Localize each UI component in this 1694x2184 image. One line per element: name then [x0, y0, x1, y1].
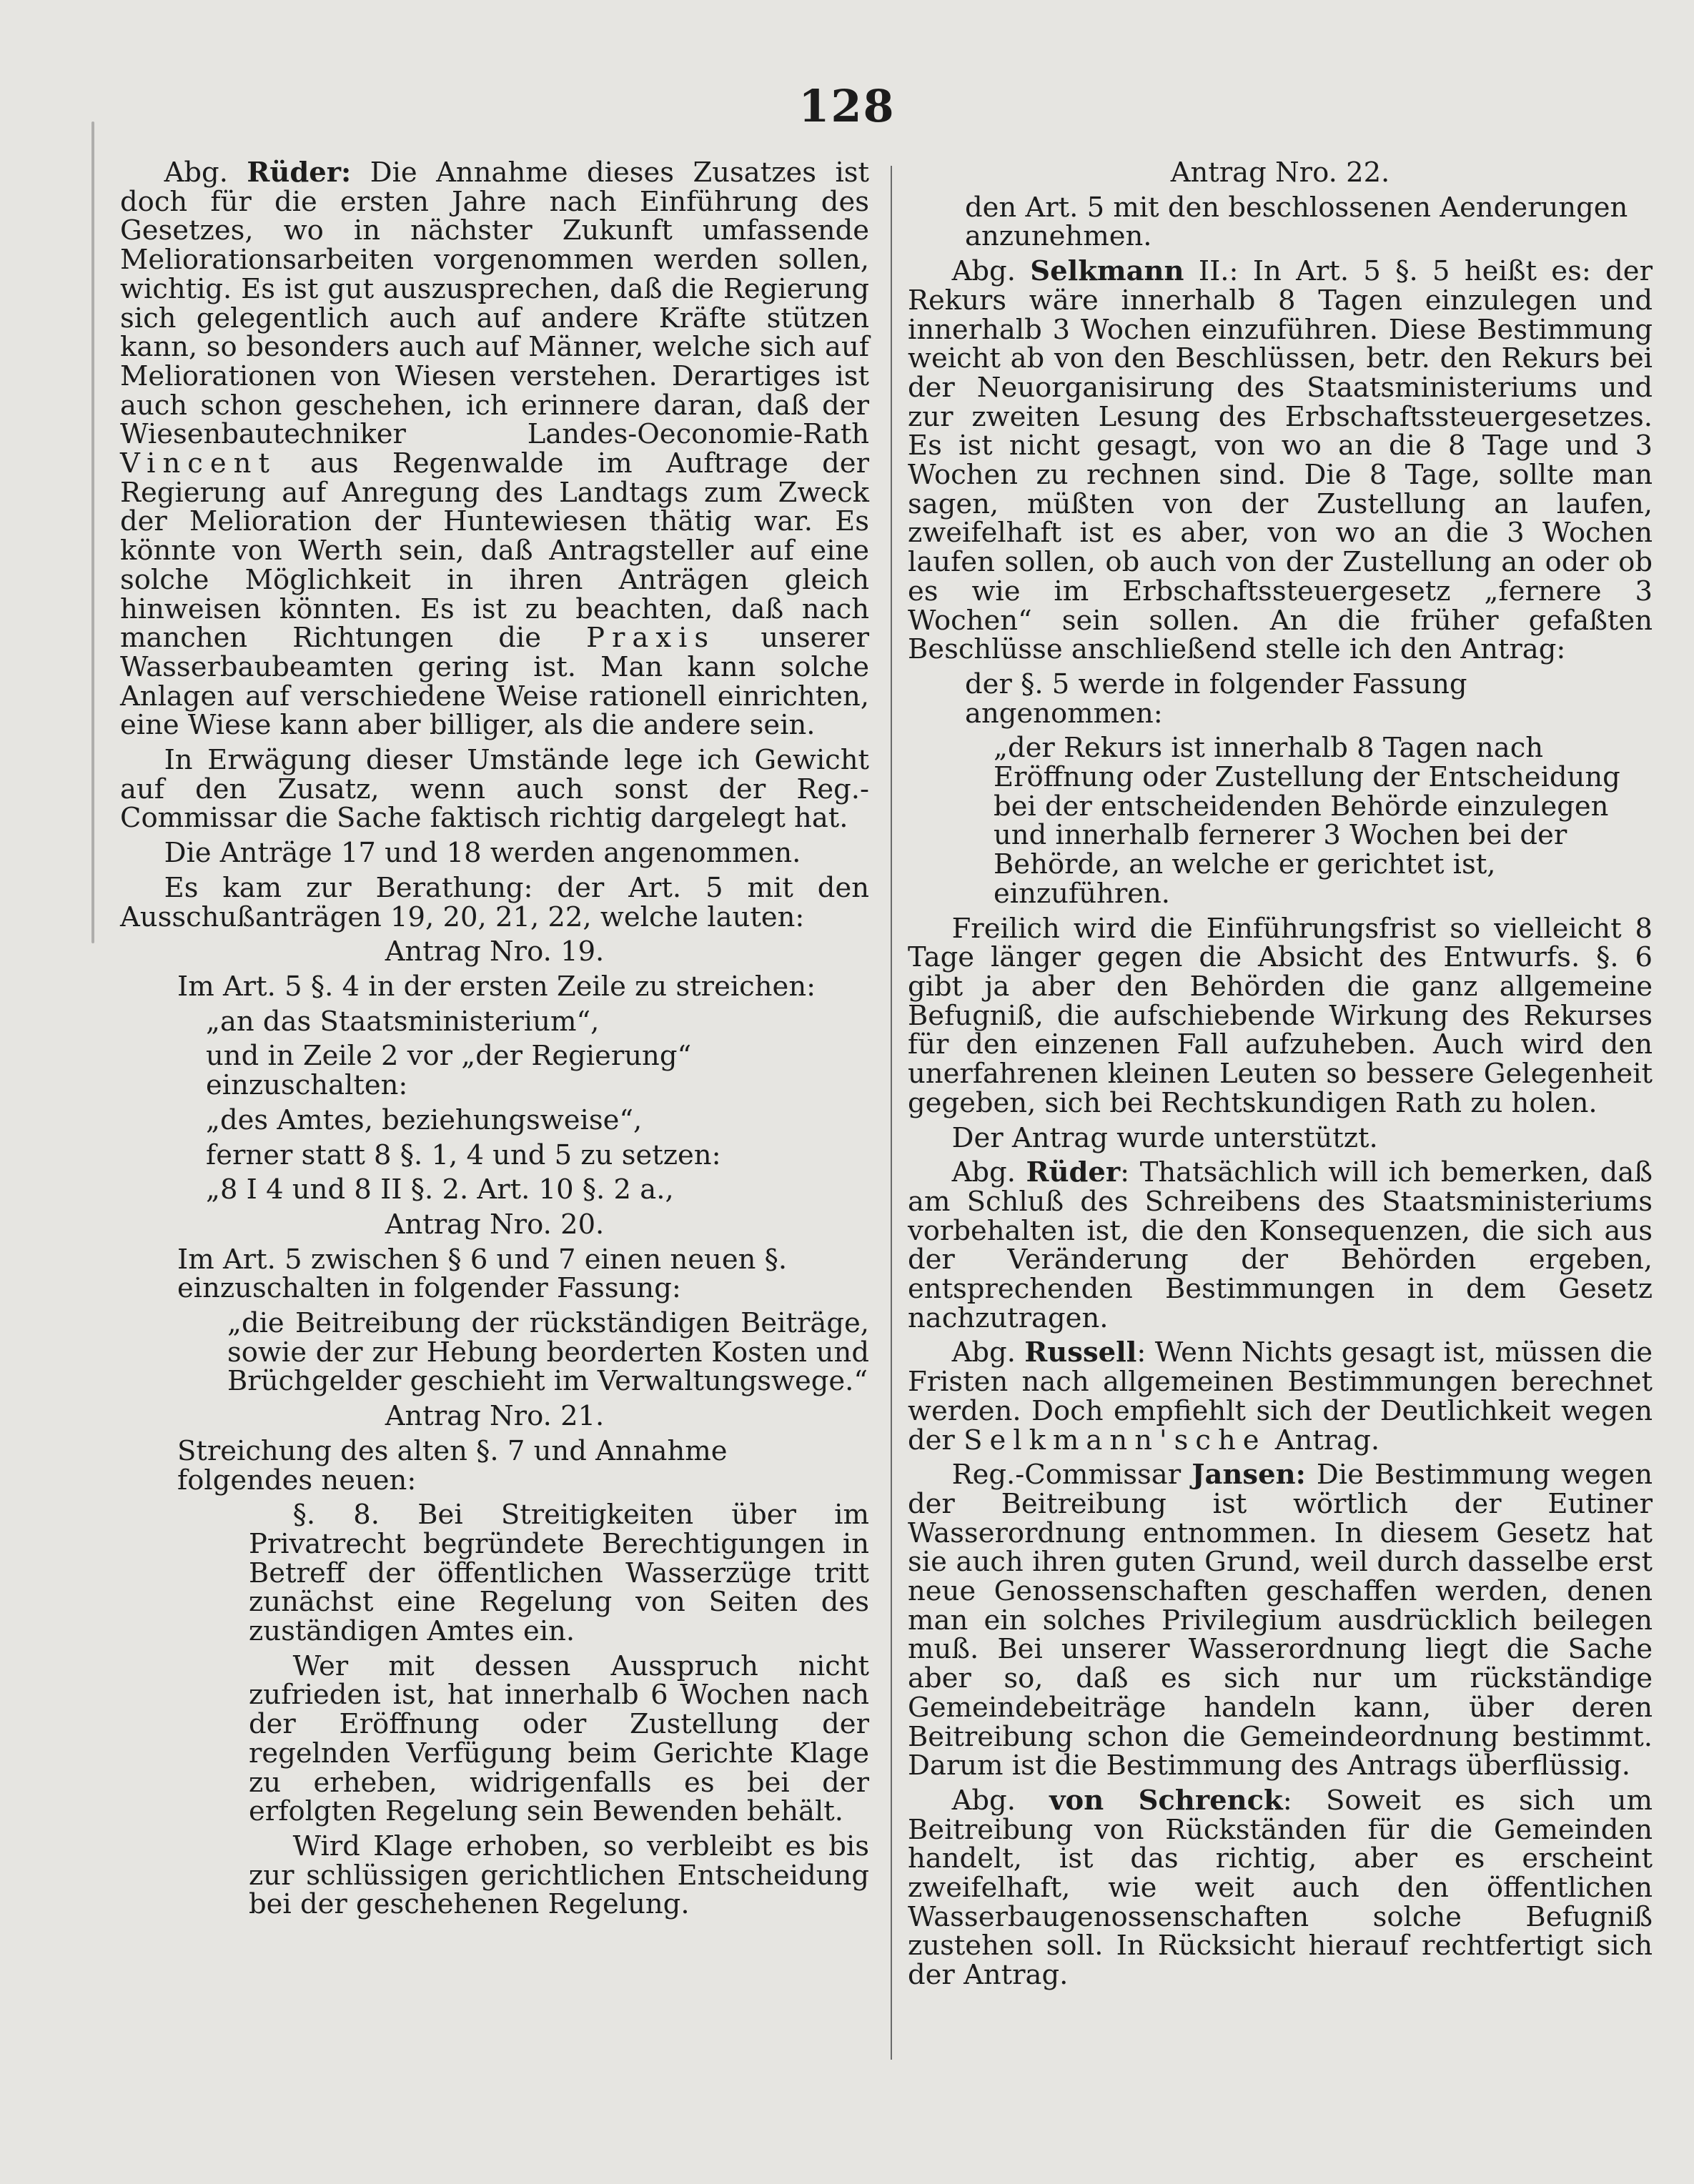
- text-run: Abg.: [951, 1784, 1050, 1817]
- paragraph: [120, 1649, 869, 1828]
- paragraph: [120, 1103, 869, 1136]
- paragraph: [908, 257, 1653, 665]
- text-run: : Thatsächlich will ich bemerken, daß am Schluß des Schreibens des Staatsministeriums vorbehalten ist, die den Konsequenzen, die sich aus der Veränderung der Behörden ergeben, entsprechenden Bestimmungen in dem Gesetz nachzutragen.: [908, 1156, 1653, 1334]
- text-run: Die Bestimmung wegen der Beitreibung ist wörtlich der Eutiner Wasserordnung entnommen. In diesem Gesetz hat sie auch ihren guten Grund, weil durch dasselbe erst neue Genossenschaften geschaffen werden, denen man ein solches Privilegium ausdrücklich beilegen muß. Bei unserer Wasserordnung liegt die Sache aber so, daß es sich nur um rückständige Gemeindebeiträge handeln kann, über deren Beitreibung schon die Gemeindeordnung bestimmt. Darum ist die Bestimmung des Antrags überflüssig.: [908, 1459, 1653, 1782]
- page-number: 128: [798, 80, 896, 132]
- left-column: [120, 159, 869, 1920]
- text-run: Im Art. 5 zwischen § 6 und 7 einen neuen §. einzuschalten in folgender Fassung:: [177, 1243, 788, 1305]
- paragraph: [120, 871, 869, 933]
- paragraph: [120, 1434, 869, 1496]
- text-run: Antrag Nro. 21.: [385, 1400, 605, 1433]
- paragraph: [908, 734, 1653, 908]
- text-run: §. 8. Bei Streitigkeiten über im Privatrecht begründete Berechtigungen in Betreff der öffentlichen Wasserzüge tritt zunächst eine Regelung von Seiten des zuständigen Amtes ein.: [249, 1499, 869, 1648]
- paragraph: [908, 1784, 1653, 1992]
- paragraph: [120, 746, 869, 833]
- text-run: : Soweit es sich um Beitreibung von Rückständen für die Gemeinden handelt, ist das richtig, aber es erscheint zweifelhaft, wie weit auch den öffentlichen Wasserbaugenossenschaften solche Befugniß zustehen soll. In Rücksicht hierauf rechtfertigt sich der Antrag.: [908, 1784, 1653, 1992]
- paragraph: [120, 935, 869, 968]
- text-run: Die Annahme dieses Zusatzes ist doch für die ersten Jahre nach Einführung des Gesetzes, wo in nächster Zukunft umfassende Meliorationsarbeiten vorgenommen werden sollen, wichtig. Es ist gut auszusprechen, daß die Regierung sich gelegentlich auch auf andere Kräfte stützen kann, so besonders auch auf Männer, welche sich auf Meliorationen von Wiesen verstehen. Derartiges ist auch schon geschehen, ich erinnere daran, daß der Wiesenbautechniker Landes-Oeconomie-Rath: [120, 157, 870, 451]
- paragraph: [908, 912, 1653, 1119]
- speaker-name: Rüder:: [247, 157, 352, 189]
- paragraph: [120, 1243, 869, 1305]
- text-run: „die Beitreibung der rückständigen Beiträge, sowie der zur Hebung beorderten Kosten und Brüchgelder geschieht im Verwaltungswege.“: [227, 1307, 869, 1398]
- text-run: Abg.: [951, 1336, 1025, 1369]
- text-run: der §. 5 werde in folgender Fassung angenommen:: [965, 667, 1467, 730]
- paragraph: [908, 1336, 1653, 1456]
- right-column: [908, 159, 1653, 1990]
- text-run: den Art. 5 mit den beschlossenen Aenderungen anzunehmen.: [965, 191, 1628, 253]
- text-run: Antrag Nro. 20.: [385, 1208, 605, 1241]
- text-run: „8 I 4 und 8 II §. 2. Art. 10 §. 2 a.,: [206, 1173, 674, 1206]
- paragraph: [120, 1005, 869, 1038]
- paragraph: [120, 1501, 869, 1647]
- paragraph: [120, 159, 869, 740]
- column-divider: [891, 166, 892, 2060]
- text-run: Antrag.: [1266, 1424, 1380, 1456]
- text-run: II.: In Art. 5 §. 5 heißt es: der Rekurs wäre innerhalb 8 Tagen einzulegen und innerhalb 3 Wochen einzuführen. Diese Bestimmung weicht ab von den Beschlüssen, betr. den Rekurs bei der Neuorganisirung des Staatsministeriums und zur zweiten Lesung des Erbschaftssteuergesetzes. Es ist nicht gesagt, von wo an die 8 Tage und 3 Wochen zu rechnen sind. Die 8 Tage, sollte man sagen, müßten von der Zustellung an laufen, zweifelhaft ist es aber, von wo an die 3 Wochen laufen sollen, ob auch von der Zustellung an oder ob es wie im Erbschaftssteuergesetz „fernere 3 Wochen“ sein sollen. An die früher gefaßten Beschlüsse anschließend stelle ich den Antrag:: [908, 255, 1653, 666]
- text-run: Abg.: [951, 255, 1031, 288]
- speaker-name: von Schrenck: [1049, 1784, 1283, 1817]
- text-run: Die Anträge 17 und 18 werden angenommen.: [164, 837, 801, 870]
- margin-pencil-mark: [91, 121, 94, 943]
- speaker-name: Selkmann: [1030, 255, 1184, 288]
- text-run: Wird Klage erhoben, so verbleibt es bis zur schlüssigen gerichtlichen Entscheidung bei der geschehenen Regelung.: [249, 1830, 869, 1921]
- text-run: : Wenn Nichts gesagt ist, müssen die Fristen nach allgemeinen Bestimmungen berechnet werden. Doch empfiehlt sich der Deutlichkeit wegen der: [908, 1336, 1653, 1456]
- text-run: Abg.: [164, 157, 247, 189]
- paragraph: [120, 1042, 869, 1100]
- text-run: In Erwägung dieser Umstände lege ich Gewicht auf den Zusatz, wenn auch sonst der Reg.-Commissar die Sache faktisch richtig dargelegt hat.: [120, 744, 869, 835]
- text-run: „an das Staatsministerium“,: [206, 1005, 600, 1038]
- paragraph: [908, 191, 1653, 253]
- paragraph: [908, 1121, 1653, 1154]
- paragraph: [120, 839, 869, 868]
- text-run: Antrag Nro. 19.: [385, 935, 605, 968]
- paragraph: [120, 1309, 869, 1396]
- paragraph: [120, 970, 869, 1003]
- text-run: Der Antrag wurde unterstützt.: [951, 1121, 1378, 1154]
- text-run: Abg.: [951, 1156, 1026, 1189]
- text-run: Antrag Nro. 22.: [1170, 157, 1390, 189]
- paragraph: [908, 667, 1653, 730]
- text-run: Freilich wird die Einführungsfrist so vielleicht 8 Tage länger gegen die Absicht des Entwurfs. §. 6 gibt ja aber den Behörden die ganz allgemeine Befugniß, die aufschiebende Wirkung des Rekurses für den einzenen Fall aufzuheben. Auch wird den unerfahrenen kleinen Leuten so bessere Gelegenheit gegeben, sich bei Rechtskundigen Rath zu holen.: [908, 912, 1653, 1119]
- text-run: Wer mit dessen Ausspruch nicht zufrieden ist, hat innerhalb 6 Wochen nach der Eröffnung oder Zustellung der regelnden Verfügung beim Gerichte Klage zu erheben, widrigenfalls es bei der erfolgten Regelung sein Bewenden behält.: [249, 1649, 869, 1828]
- paragraph: [120, 1208, 869, 1241]
- paragraph: [120, 1173, 869, 1206]
- speaker-name: Jansen:: [1192, 1459, 1306, 1491]
- paragraph: [908, 159, 1653, 188]
- speaker-name: Rüder: [1026, 1156, 1121, 1189]
- emphasis-spaced: Praxis: [586, 622, 716, 655]
- text-run: und in Zeile 2 vor „der Regierung“ einzuschalten:: [206, 1040, 692, 1102]
- emphasis-spaced: Selkmann'sche: [964, 1424, 1267, 1456]
- speaker-name: Russell: [1024, 1336, 1137, 1369]
- text-run: „des Amtes, beziehungsweise“,: [206, 1103, 643, 1136]
- paragraph: [908, 1158, 1653, 1333]
- emphasis-spaced: Vincent: [120, 447, 277, 480]
- text-run: Reg.-Commissar: [951, 1459, 1192, 1491]
- text-run: „der Rekurs ist innerhalb 8 Tagen nach Eröffnung oder Zustellung der Entscheidung bei der entscheidenden Behörde einzulegen und innerhalb fernerer 3 Wochen bei der Behörde, an welche er gerichtet ist, einzuführen.: [994, 732, 1620, 910]
- text-run: Im Art. 5 §. 4 in der ersten Zeile zu streichen:: [177, 970, 816, 1003]
- text-run: Streichung des alten §. 7 und Annahme folgendes neuen:: [177, 1434, 728, 1496]
- text-run: aus Regenwalde im Auftrage der Regierung auf Anregung des Landtags zum Zweck der Melioration der Huntewiesen thätig war. Es könnte von Werth sein, daß Antragsteller auf eine solche Möglichkeit in ihren Anträgen gleich hinweisen könnten. Es ist zu beachten, daß nach manchen Richtungen die: [120, 447, 869, 655]
- paragraph: [120, 1832, 869, 1920]
- text-run: ferner statt 8 §. 1, 4 und 5 zu setzen:: [206, 1138, 721, 1171]
- paragraph: [120, 1138, 869, 1171]
- text-run: Es kam zur Berathung: der Art. 5 mit den Ausschußanträgen 19, 20, 21, 22, welche lauten:: [120, 871, 869, 933]
- text-run: unserer Wasserbaubeamten gering ist. Man kann solche Anlagen auf verschiedene Weise rationell einrichten, eine Wiese kann aber billiger, als die andere sein.: [120, 622, 869, 742]
- paragraph: [908, 1461, 1653, 1781]
- paragraph: [120, 1402, 869, 1431]
